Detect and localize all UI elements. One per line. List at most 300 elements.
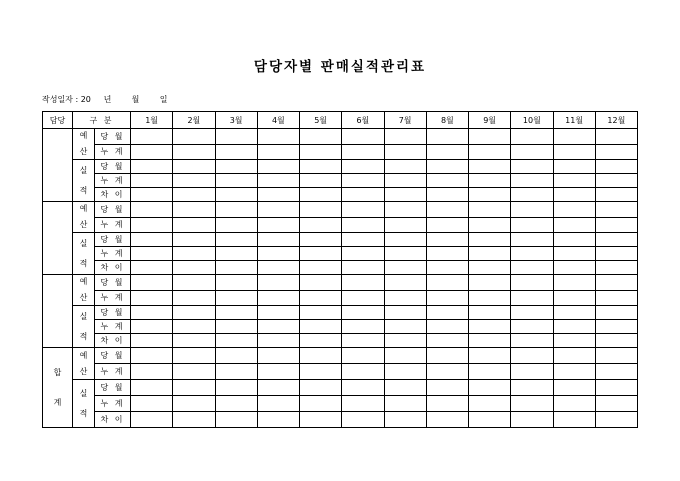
value-cell [342,412,384,428]
value-cell [257,275,299,291]
value-cell [469,412,511,428]
value-cell [300,233,342,247]
value-cell [426,396,468,412]
value-cell [257,334,299,348]
value-cell [215,364,257,380]
row-label: 누 계 [95,396,131,412]
table-row [43,380,638,396]
value-cell [173,412,215,428]
value-cell [131,412,173,428]
value-cell [384,334,426,348]
row-label: 누 계 [95,217,131,233]
value-cell [511,233,553,247]
value-cell [469,144,511,160]
value-cell [426,290,468,306]
row-label: 누 계 [95,247,131,261]
value-cell [426,188,468,202]
value-cell [553,247,595,261]
value-cell [215,290,257,306]
value-cell [257,290,299,306]
value-cell [173,261,215,275]
value-cell [511,160,553,174]
date-line [42,94,167,105]
value-cell [384,364,426,380]
value-cell [300,275,342,291]
value-cell [553,380,595,396]
value-cell [469,247,511,261]
budget-label-bottom: 산 [79,147,88,156]
value-cell [553,144,595,160]
header-month: 3월 [215,112,257,129]
date-year: 년 [103,95,112,104]
value-cell [257,247,299,261]
header-month: 6월 [342,112,384,129]
page-title: 담당자별 판매실적관리표 [253,59,427,75]
value-cell [257,261,299,275]
table-row [43,396,638,412]
value-cell [469,174,511,188]
value-cell [173,188,215,202]
value-cell [131,364,173,380]
value-cell [511,348,553,364]
value-cell [131,174,173,188]
manager-label-bottom: 계 [53,397,62,407]
value-cell [384,144,426,160]
value-cell [595,129,637,145]
value-cell [215,129,257,145]
value-cell [257,348,299,364]
table-row [43,348,638,364]
value-cell [300,188,342,202]
table-row [43,144,638,160]
header-month: 12월 [595,112,637,129]
value-cell [173,320,215,334]
value-cell [215,412,257,428]
manager-cell [43,275,73,348]
value-cell [595,306,637,320]
manager-cell [43,129,73,202]
value-cell [342,144,384,160]
value-cell [595,247,637,261]
value-cell [131,334,173,348]
actual-label-top: 실 [79,165,88,175]
value-cell [511,320,553,334]
header-month: 9월 [469,112,511,129]
value-cell [131,247,173,261]
actual-label-bottom: 적 [79,258,88,268]
value-cell [131,306,173,320]
value-cell [300,334,342,348]
table-row [43,334,638,348]
manager-cell [43,202,73,275]
actual-label-top: 실 [79,311,88,321]
value-cell [384,247,426,261]
manager-cell [43,348,73,428]
value-cell [342,396,384,412]
value-cell [595,188,637,202]
value-cell [511,129,553,145]
row-label: 당 월 [95,306,131,320]
value-cell [215,396,257,412]
value-cell [511,174,553,188]
value-cell [511,412,553,428]
value-cell [215,261,257,275]
value-cell [595,275,637,291]
value-cell [131,396,173,412]
value-cell [553,412,595,428]
value-cell [469,348,511,364]
value-cell [511,306,553,320]
value-cell [131,129,173,145]
value-cell [342,261,384,275]
value-cell [469,364,511,380]
value-cell [342,217,384,233]
budget-label-bottom: 산 [79,293,88,302]
table-row [43,247,638,261]
value-cell [511,364,553,380]
value-cell [173,380,215,396]
value-cell [511,202,553,218]
row-label: 차 이 [95,261,131,275]
value-cell [469,129,511,145]
table-row [43,174,638,188]
budget-label-bottom: 산 [79,220,88,229]
header-month: 11월 [553,112,595,129]
value-cell [511,380,553,396]
value-cell [553,275,595,291]
value-cell [257,144,299,160]
budget-label-top: 예 [79,131,88,140]
value-cell [595,380,637,396]
value-cell [595,364,637,380]
actual-label-cell [73,306,95,348]
date-month: 월 [131,95,140,104]
value-cell [257,233,299,247]
header-month: 1월 [131,112,173,129]
value-cell [469,275,511,291]
value-cell [342,348,384,364]
value-cell [426,306,468,320]
value-cell [173,364,215,380]
value-cell [384,396,426,412]
value-cell [342,233,384,247]
value-cell [595,320,637,334]
value-cell [553,320,595,334]
value-cell [553,188,595,202]
value-cell [257,174,299,188]
value-cell [469,334,511,348]
value-cell [384,160,426,174]
value-cell [173,348,215,364]
table-row [43,320,638,334]
value-cell [384,261,426,275]
value-cell [257,129,299,145]
value-cell [257,217,299,233]
value-cell [300,174,342,188]
value-cell [553,334,595,348]
row-label: 당 월 [95,202,131,218]
value-cell [131,144,173,160]
value-cell [342,320,384,334]
value-cell [257,306,299,320]
value-cell [384,290,426,306]
value-cell [553,160,595,174]
value-cell [426,129,468,145]
budget-label-cell [73,129,95,160]
value-cell [300,261,342,275]
value-cell [384,202,426,218]
table-row [43,306,638,320]
value-cell [469,320,511,334]
value-cell [342,290,384,306]
value-cell [215,320,257,334]
value-cell [257,188,299,202]
actual-label-top: 실 [79,388,88,398]
manager-label-top: 합 [53,367,62,377]
value-cell [342,275,384,291]
value-cell [300,202,342,218]
value-cell [173,275,215,291]
actual-label-bottom: 적 [79,331,88,341]
value-cell [469,396,511,412]
value-cell [342,188,384,202]
date-label: 작성일자 : 20 [42,95,91,104]
value-cell [511,275,553,291]
header-row [43,112,638,129]
value-cell [426,202,468,218]
value-cell [131,217,173,233]
actual-label-cell [73,160,95,202]
value-cell [595,334,637,348]
value-cell [131,188,173,202]
value-cell [131,233,173,247]
value-cell [469,306,511,320]
row-label: 당 월 [95,233,131,247]
value-cell [257,380,299,396]
value-cell [131,320,173,334]
header-month: 10월 [511,112,553,129]
value-cell [131,348,173,364]
value-cell [173,334,215,348]
table-row [43,412,638,428]
value-cell [300,396,342,412]
value-cell [426,334,468,348]
header-month: 2월 [173,112,215,129]
value-cell [300,306,342,320]
value-cell [215,247,257,261]
header-month: 4월 [257,112,299,129]
value-cell [595,290,637,306]
value-cell [173,174,215,188]
value-cell [173,202,215,218]
table-row [43,160,638,174]
value-cell [384,129,426,145]
row-label: 당 월 [95,275,131,291]
value-cell [426,348,468,364]
budget-label-top: 예 [79,350,88,360]
value-cell [384,217,426,233]
value-cell [553,290,595,306]
value-cell [595,233,637,247]
value-cell [215,348,257,364]
value-cell [173,144,215,160]
value-cell [300,217,342,233]
value-cell [595,160,637,174]
value-cell [469,380,511,396]
value-cell [257,364,299,380]
value-cell [300,160,342,174]
row-label: 당 월 [95,129,131,145]
value-cell [215,380,257,396]
value-cell [300,144,342,160]
value-cell [469,233,511,247]
row-label: 당 월 [95,380,131,396]
value-cell [469,202,511,218]
value-cell [173,306,215,320]
value-cell [384,320,426,334]
value-cell [426,412,468,428]
sales-table [42,111,638,428]
value-cell [426,380,468,396]
actual-label-bottom: 적 [79,185,88,195]
header-month: 7월 [384,112,426,129]
table-row [43,364,638,380]
value-cell [300,380,342,396]
budget-label-top: 예 [79,277,88,286]
value-cell [384,380,426,396]
value-cell [511,247,553,261]
budget-label-bottom: 산 [79,366,88,376]
value-cell [384,275,426,291]
budget-label-cell [73,202,95,233]
actual-label-cell [73,233,95,275]
row-label: 누 계 [95,290,131,306]
value-cell [342,174,384,188]
row-label: 차 이 [95,188,131,202]
value-cell [342,334,384,348]
value-cell [257,396,299,412]
value-cell [469,290,511,306]
value-cell [595,261,637,275]
value-cell [173,396,215,412]
value-cell [342,129,384,145]
value-cell [131,261,173,275]
budget-label-cell [73,275,95,306]
value-cell [300,412,342,428]
value-cell [426,160,468,174]
value-cell [511,290,553,306]
value-cell [384,174,426,188]
value-cell [215,188,257,202]
value-cell [300,129,342,145]
value-cell [215,202,257,218]
value-cell [426,275,468,291]
value-cell [595,348,637,364]
value-cell [426,217,468,233]
value-cell [131,380,173,396]
value-cell [300,348,342,364]
budget-label-top: 예 [79,204,88,213]
value-cell [215,233,257,247]
value-cell [342,202,384,218]
value-cell [300,290,342,306]
value-cell [426,144,468,160]
value-cell [595,396,637,412]
value-cell [469,188,511,202]
value-cell [595,174,637,188]
value-cell [173,247,215,261]
value-cell [215,174,257,188]
row-label: 당 월 [95,348,131,364]
value-cell [215,144,257,160]
value-cell [553,364,595,380]
row-label: 차 이 [95,412,131,428]
table-row [43,275,638,291]
table-row [43,217,638,233]
value-cell [173,233,215,247]
value-cell [553,261,595,275]
value-cell [511,188,553,202]
value-cell [553,396,595,412]
row-label: 누 계 [95,364,131,380]
value-cell [257,160,299,174]
table-row [43,129,638,145]
value-cell [342,306,384,320]
date-day: 일 [159,95,168,104]
value-cell [257,202,299,218]
value-cell [553,129,595,145]
value-cell [173,217,215,233]
value-cell [595,144,637,160]
header-month: 8월 [426,112,468,129]
value-cell [300,247,342,261]
value-cell [215,306,257,320]
value-cell [173,290,215,306]
value-cell [553,174,595,188]
value-cell [131,275,173,291]
row-label: 누 계 [95,144,131,160]
row-label: 누 계 [95,320,131,334]
value-cell [553,202,595,218]
table-row [43,290,638,306]
actual-label-bottom: 적 [79,408,88,418]
value-cell [595,217,637,233]
value-cell [342,380,384,396]
value-cell [426,261,468,275]
value-cell [215,217,257,233]
value-cell [215,160,257,174]
value-cell [384,188,426,202]
table-row [43,188,638,202]
value-cell [342,160,384,174]
value-cell [426,174,468,188]
value-cell [469,217,511,233]
table-row [43,202,638,218]
value-cell [257,320,299,334]
value-cell [426,364,468,380]
header-month: 5월 [300,112,342,129]
value-cell [469,160,511,174]
actual-label-top: 실 [79,238,88,248]
value-cell [511,261,553,275]
value-cell [342,364,384,380]
value-cell [300,320,342,334]
value-cell [553,348,595,364]
value-cell [384,233,426,247]
value-cell [173,160,215,174]
row-label: 누 계 [95,174,131,188]
value-cell [511,334,553,348]
